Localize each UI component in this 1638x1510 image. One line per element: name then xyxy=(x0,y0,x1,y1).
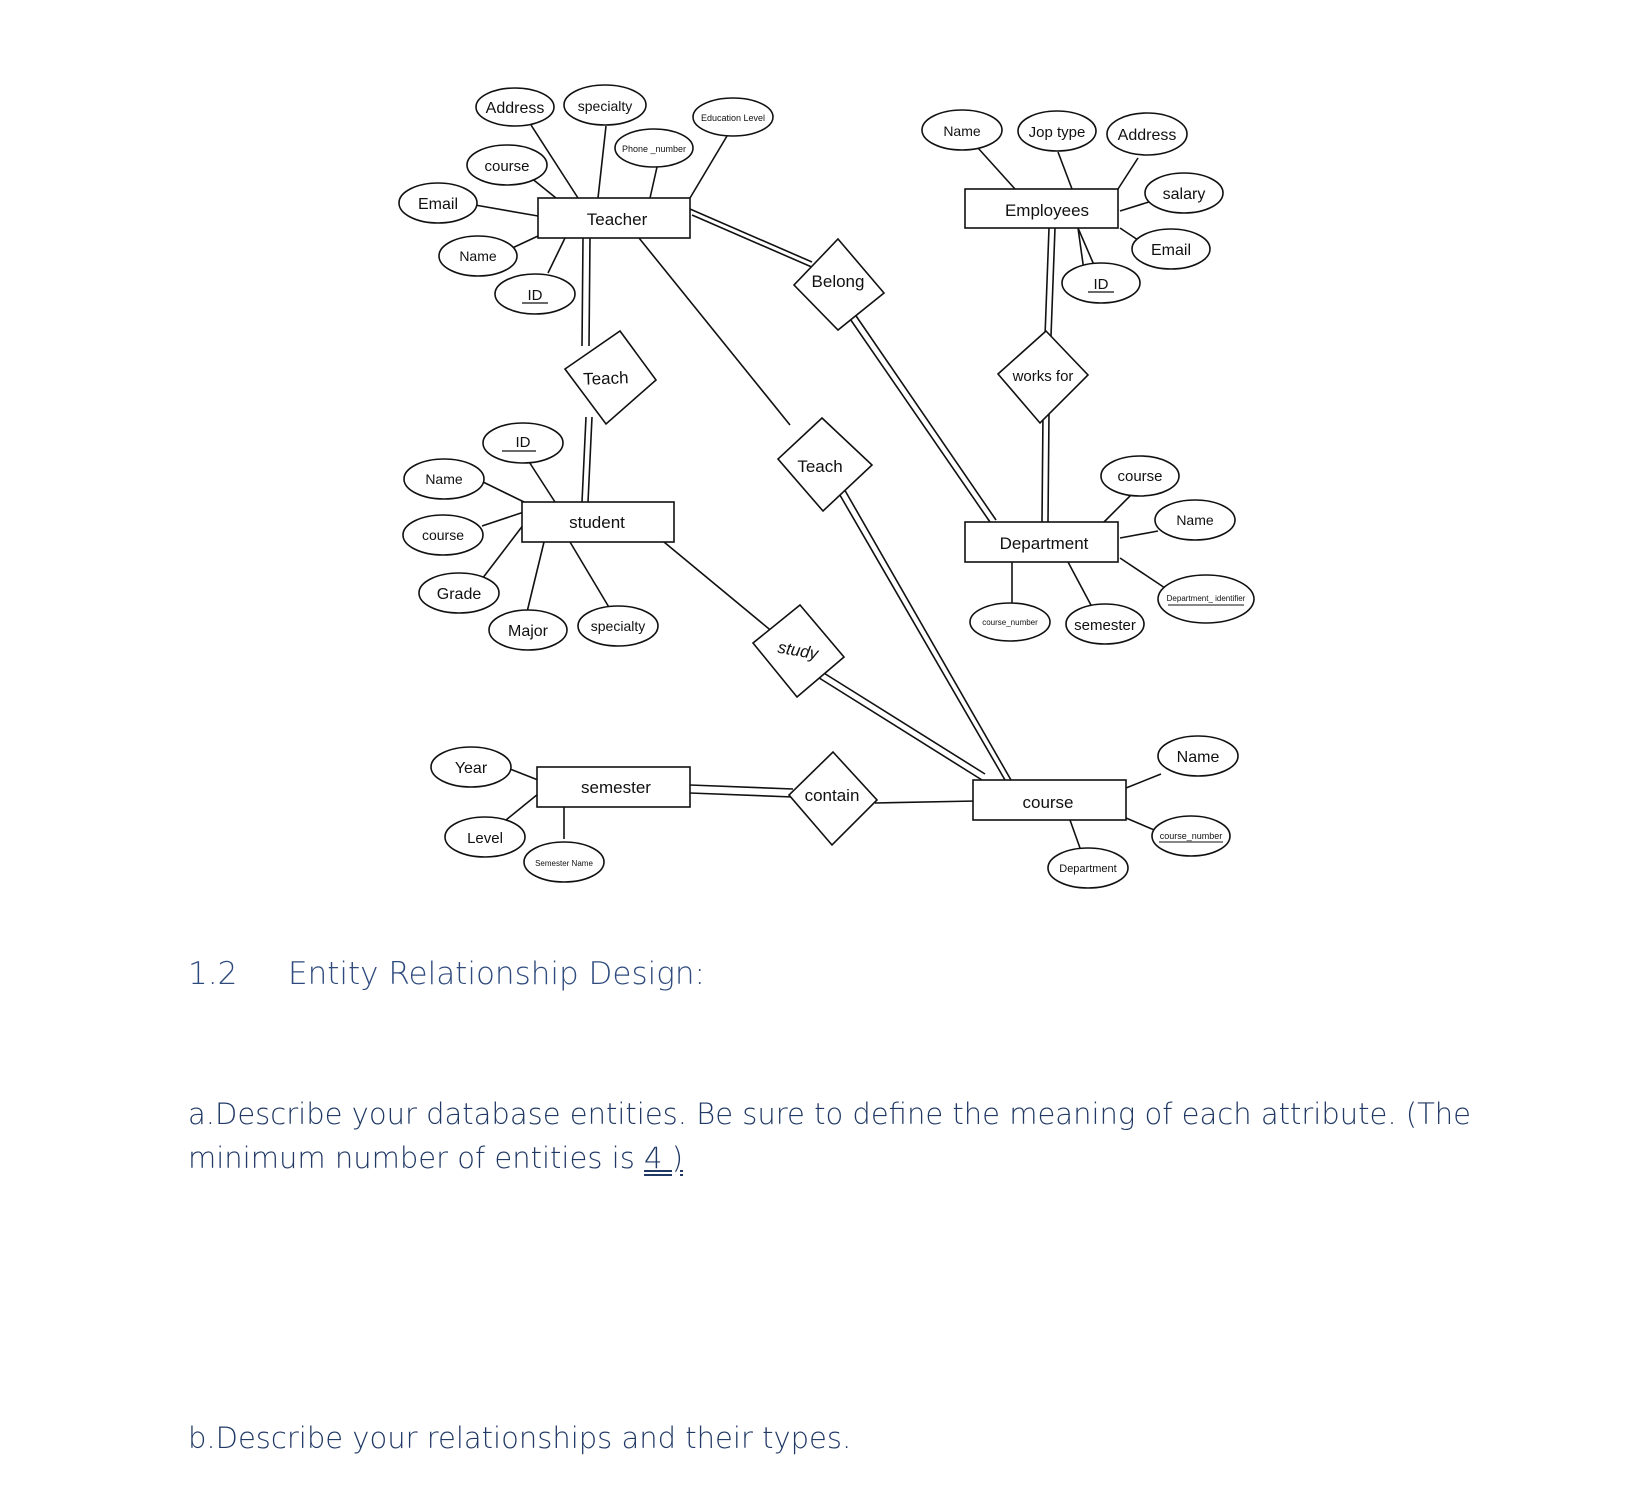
svg-text:Department: Department xyxy=(999,534,1089,553)
attr-teacher-course xyxy=(467,145,547,185)
question-a xyxy=(188,1092,1488,1180)
svg-text:Phone _number: Phone _number xyxy=(621,144,687,154)
attr-course-course-number xyxy=(1152,816,1230,856)
svg-text:Email: Email xyxy=(1150,242,1192,259)
relationship-works-for xyxy=(998,331,1088,423)
section-title: Entity Relationship Design: xyxy=(288,956,705,992)
svg-text:ID: ID xyxy=(527,287,543,304)
entity-employees xyxy=(965,189,1118,228)
entity-teacher xyxy=(538,198,690,238)
attr-semester-level xyxy=(445,817,525,857)
svg-text:Name: Name xyxy=(1176,749,1220,766)
svg-text:semester: semester xyxy=(581,778,651,797)
svg-text:specialty: specialty xyxy=(590,618,646,634)
svg-text:Email: Email xyxy=(417,196,459,213)
attr-employees-name xyxy=(922,110,1002,150)
svg-text:Teach: Teach xyxy=(582,368,629,389)
attr-employees-id xyxy=(1062,263,1140,303)
svg-text:course: course xyxy=(484,158,530,175)
svg-text:Teacher: Teacher xyxy=(586,210,648,229)
svg-text:ID: ID xyxy=(515,434,531,451)
svg-text:Belong: Belong xyxy=(811,272,865,291)
question-b: b.Describe your relationships and their types. xyxy=(188,1421,852,1455)
svg-text:course_number: course_number xyxy=(1159,831,1223,841)
section-heading xyxy=(188,956,705,992)
relationship-study xyxy=(753,605,844,697)
svg-text:Address: Address xyxy=(485,100,545,117)
relationship-teach-teacher-course xyxy=(778,418,872,511)
svg-text:course: course xyxy=(421,527,465,543)
svg-text:semester: semester xyxy=(1074,617,1136,634)
attr-teacher-id xyxy=(495,274,575,314)
svg-text:Jop type: Jop type xyxy=(1028,124,1086,141)
attr-department-course-number xyxy=(970,603,1050,641)
svg-text:Education Level: Education Level xyxy=(700,113,766,123)
svg-text:specialty: specialty xyxy=(577,98,633,114)
attr-employees-job-type xyxy=(1018,111,1096,151)
attr-department-identifier xyxy=(1158,575,1254,623)
svg-text:Year: Year xyxy=(454,760,488,777)
attr-teacher-address xyxy=(476,88,554,126)
question-a-text: a.Describe your database entities. Be sure to define the meaning of each attribute. (The minimum number of entities is xyxy=(188,1097,1472,1175)
svg-text:Semester Name: Semester Name xyxy=(535,859,593,868)
attr-student-course xyxy=(403,515,483,555)
svg-text:Address: Address xyxy=(1117,127,1177,144)
attr-teacher-email xyxy=(399,183,477,223)
attr-teacher-phone-number xyxy=(615,129,693,167)
svg-text:contain: contain xyxy=(804,786,860,805)
attr-department-name xyxy=(1155,500,1235,540)
svg-text:course_number: course_number xyxy=(982,618,1038,627)
svg-text:Level: Level xyxy=(467,830,503,847)
svg-text:Name: Name xyxy=(1176,512,1214,528)
attr-teacher-specialty xyxy=(564,85,646,125)
entity-course xyxy=(973,780,1126,820)
attr-student-id xyxy=(483,423,563,463)
attr-student-major xyxy=(489,610,567,650)
svg-text:works for: works for xyxy=(1012,368,1074,385)
svg-text:student: student xyxy=(569,513,625,532)
attr-teacher-name xyxy=(439,236,517,276)
svg-text:Major: Major xyxy=(507,623,549,640)
relationship-contain xyxy=(789,752,877,845)
relationship-teach-teacher-student xyxy=(565,331,656,424)
section-number: 1.2 xyxy=(188,956,238,992)
attr-employees-address xyxy=(1107,113,1187,155)
svg-text:study: study xyxy=(776,637,820,664)
attr-employees-email xyxy=(1132,229,1210,269)
attr-student-name xyxy=(404,459,484,499)
svg-text:Department_ identifier: Department_ identifier xyxy=(1166,594,1246,603)
entity-semester xyxy=(537,767,690,807)
attr-course-name xyxy=(1158,736,1238,776)
svg-text:Grade: Grade xyxy=(436,586,482,603)
svg-text:Department: Department xyxy=(1059,863,1117,875)
entity-department xyxy=(965,522,1118,562)
entity-student xyxy=(522,502,674,542)
svg-text:Name: Name xyxy=(425,471,463,487)
attr-student-specialty xyxy=(578,606,658,646)
attr-semester-year xyxy=(431,747,511,787)
attr-department-semester xyxy=(1066,604,1144,644)
question-a-link[interactable]: 4 ) xyxy=(644,1141,684,1175)
attr-teacher-education-level xyxy=(693,98,773,136)
svg-text:salary: salary xyxy=(1162,186,1206,203)
svg-text:Employees: Employees xyxy=(1004,201,1090,220)
svg-text:Name: Name xyxy=(459,248,497,264)
attr-student-grade xyxy=(419,573,499,613)
attr-department-course xyxy=(1101,456,1179,496)
svg-text:course: course xyxy=(1117,468,1163,485)
attr-semester-name xyxy=(524,842,604,882)
attr-employees-salary xyxy=(1145,173,1223,213)
svg-text:Teach: Teach xyxy=(797,457,843,476)
relationship-belong xyxy=(794,239,884,330)
attr-course-department xyxy=(1048,848,1128,888)
svg-text:ID: ID xyxy=(1093,276,1109,293)
svg-text:course: course xyxy=(1022,793,1074,812)
svg-text:Name: Name xyxy=(943,123,981,139)
